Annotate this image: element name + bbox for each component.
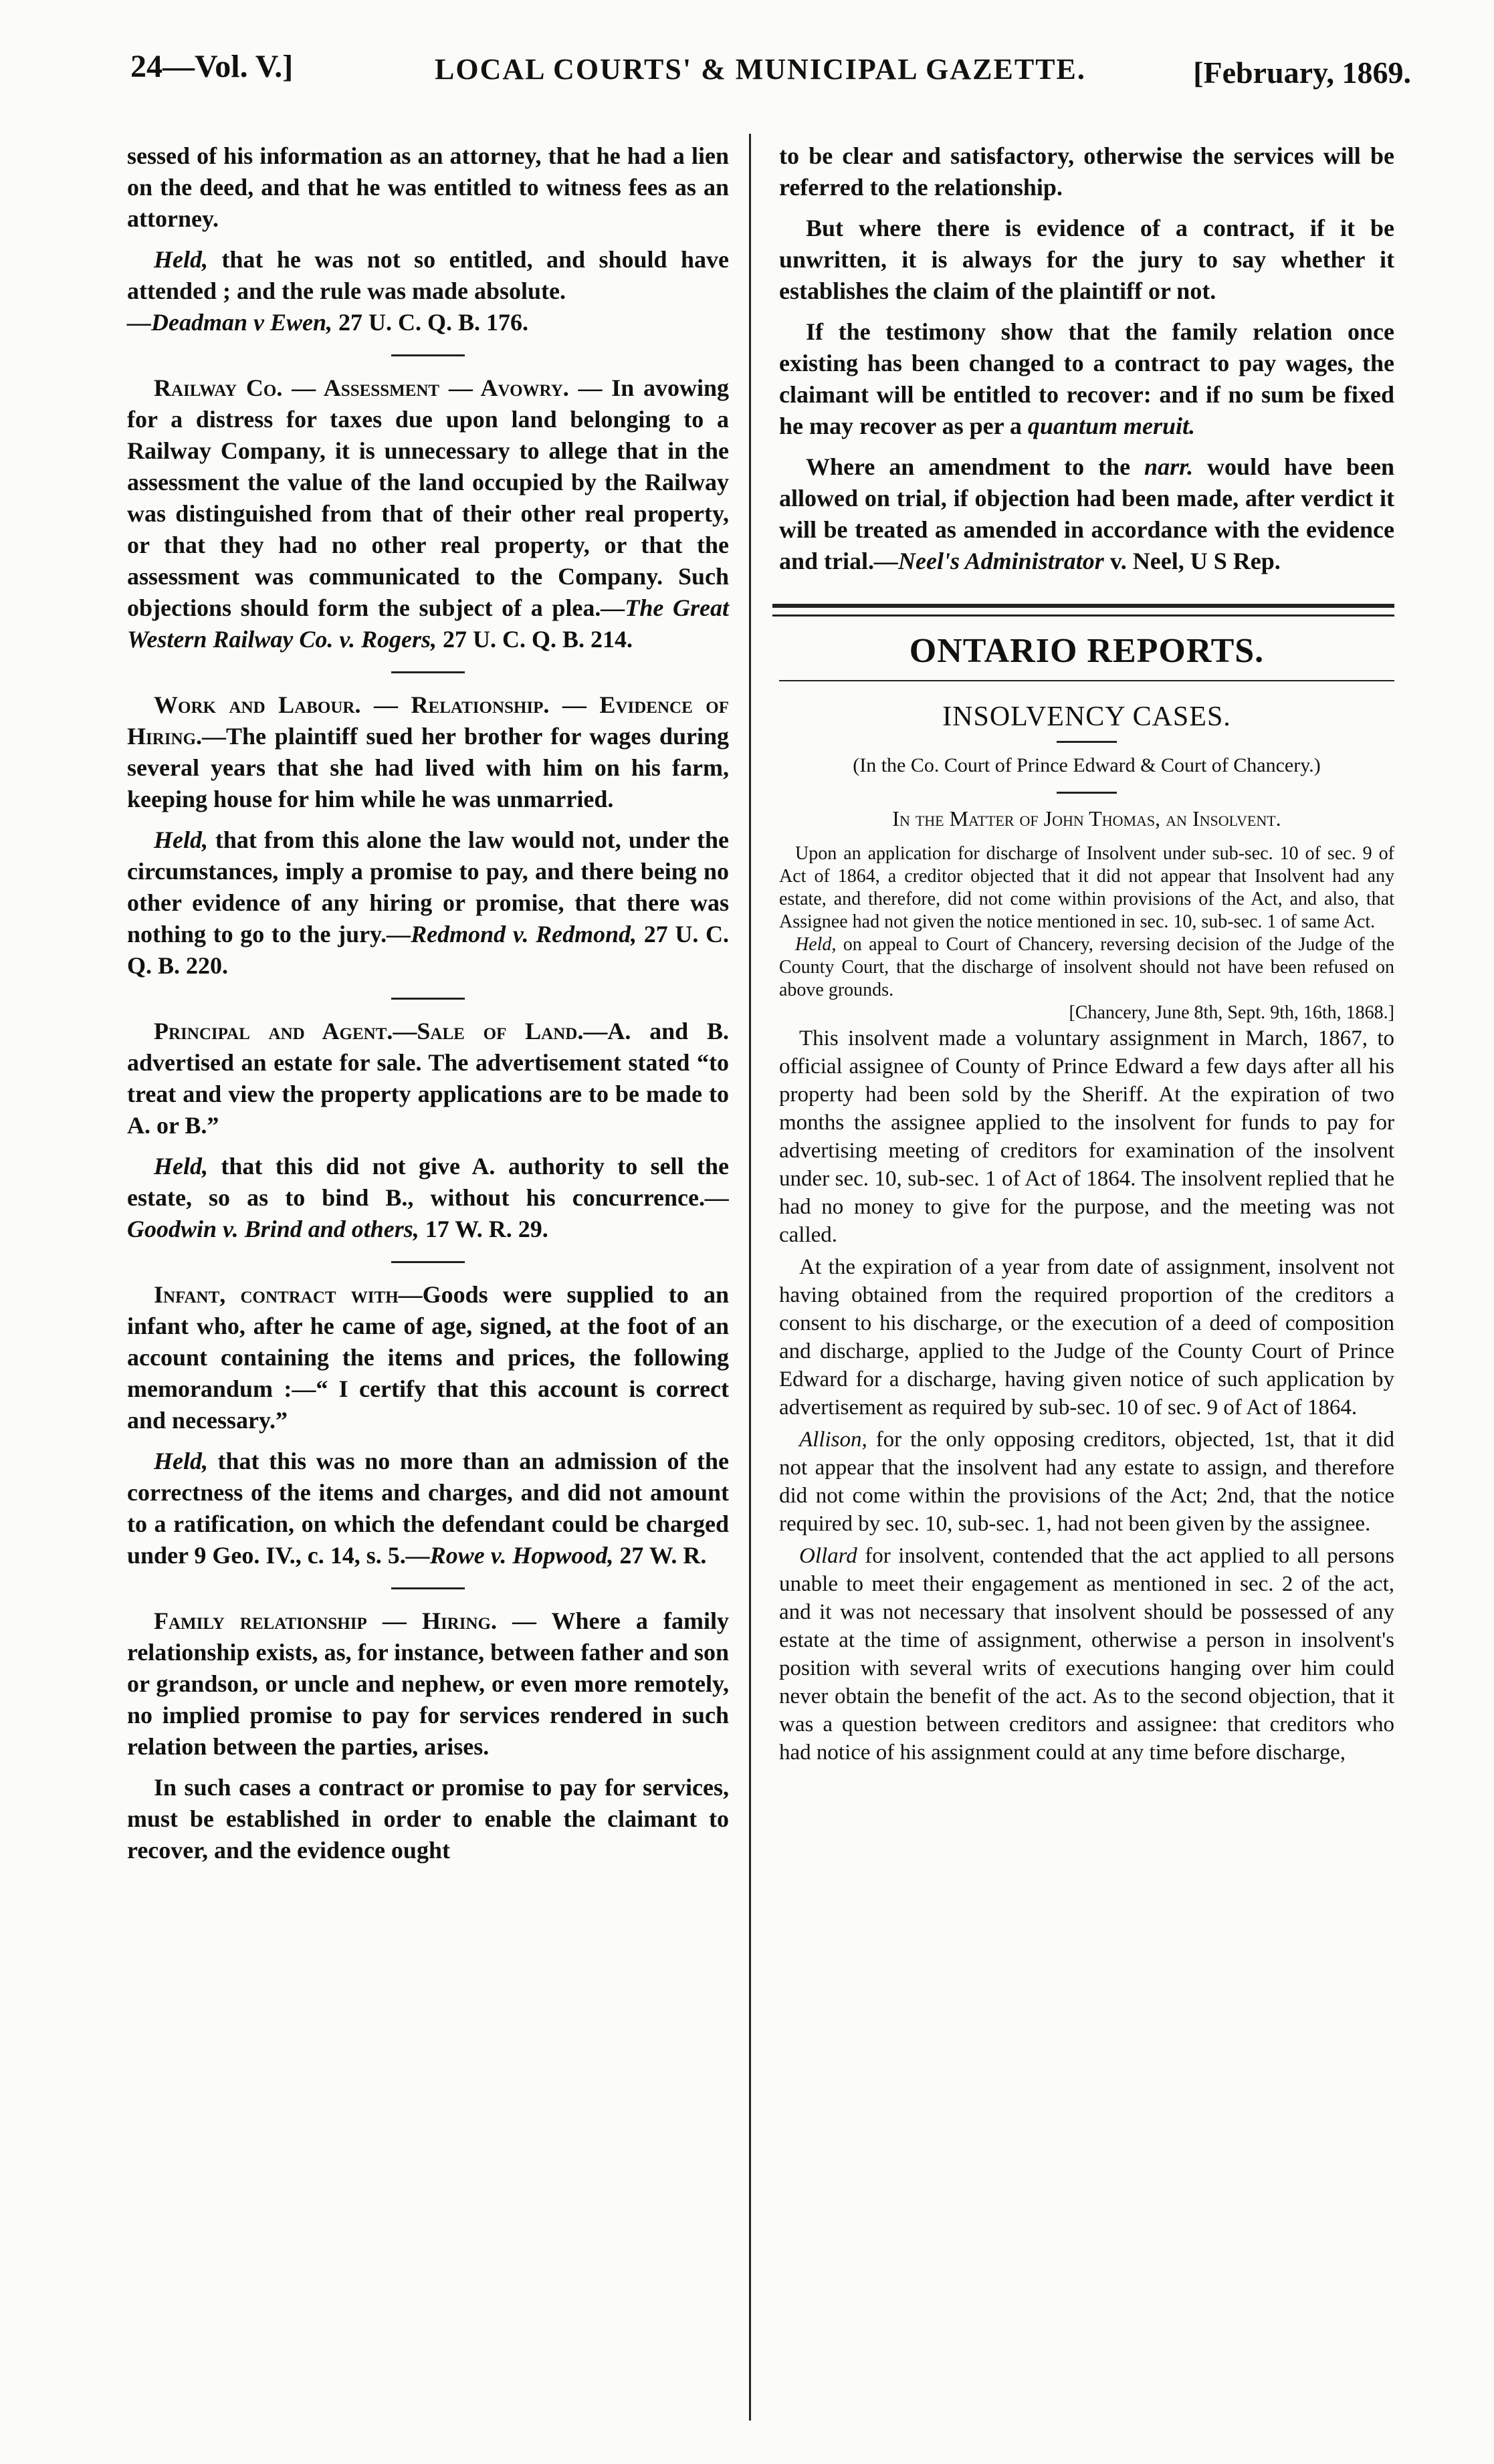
- paragraph: [127, 244, 729, 338]
- held-label: Held,: [154, 1448, 208, 1474]
- subsection-title: INSOLVENCY CASES.: [942, 701, 1231, 732]
- headnote-date: [Chancery, June 8th, Sept. 9th, 16th, 1868.]: [1069, 1002, 1394, 1023]
- italic-term: narr.: [1144, 453, 1194, 480]
- case-heading: Work and Labour. — Relationship. — Evidence of Hiring.: [127, 691, 729, 750]
- paragraph: [127, 1446, 729, 1571]
- held-label: Held,: [154, 246, 208, 273]
- paragraph: But where there is evidence of a contract, if it be unwritten, it is always for the jury to say whether it establishes the claim of the plaintiff or not.: [779, 215, 1394, 304]
- paragraph: [779, 316, 1394, 442]
- case-citation: —The Great Western Railway Co. v. Rogers,: [127, 594, 729, 653]
- citation-tail: 17 W. R. 29.: [419, 1216, 548, 1242]
- paragraph: [127, 372, 729, 655]
- citation-tail: v. Neel, U S Rep.: [1103, 548, 1281, 574]
- divider: [391, 354, 465, 356]
- case-citation: —Goodwin v. Brind and others,: [127, 1184, 729, 1242]
- paragraph: This insolvent made a voluntary assignment in March, 1867, to official assignee of County of Prince Edward a few days after all his property had been sold by the Sheriff. At the expiration of two months the assignee applied to the insolvent for funds to pay for advertising meeting of creditors for examination of the insolvent under sec. 10, sub-sec. 1 of Act of 1864. The insolvent replied that he had no money to give for the purpose, and the meeting was not called.: [779, 1026, 1394, 1247]
- page-header: [127, 40, 1411, 114]
- gazette-title: LOCAL COURTS' & MUNICIPAL GAZETTE.: [435, 53, 1086, 86]
- text: that this was no more than an admission of the correctness of the items and charges, and did not amount to a ratification, on which the defendant could be charged under 9 Geo. IV., c. 14, s. 5.: [127, 1448, 729, 1569]
- right-column: [779, 140, 1394, 1771]
- section-title: ONTARIO REPORTS.: [909, 632, 1265, 670]
- citation-tail: 27 U. C. Q. B. 220.: [127, 921, 729, 979]
- citation-tail: 27 U. C. Q. B. 176.: [332, 309, 529, 336]
- text: —Goods were supplied to an infant who, after he came of age, signed, at the foot of an account containing the items and prices, the following memorandum :—“ I certify that this account is correct and necessary.”: [127, 1281, 729, 1434]
- divider: [391, 1587, 465, 1589]
- case-heading: Infant, contract with: [154, 1281, 399, 1308]
- paragraph: [127, 1605, 729, 1763]
- counsel-name: Ollard: [799, 1544, 857, 1568]
- paragraph: [779, 451, 1394, 577]
- paragraph: sessed of his information as an attorney, that he had a lien on the deed, and that he was entitled to witness fees as an attorney.: [127, 142, 729, 232]
- headnote: [779, 843, 1394, 1024]
- text: that this did not give A. authority to sell the estate, so as to bind B., without his concurrence.: [127, 1153, 729, 1211]
- citation-tail: 27 U. C. Q. B. 214.: [437, 626, 633, 653]
- paragraph: [127, 1279, 729, 1436]
- paragraph: [127, 1151, 729, 1245]
- case-body: [779, 1024, 1394, 1767]
- text: for the only opposing creditors, objected, 1st, that it did not appear that the insolvent had any estate to assign, and therefore did not come within the provisions of the Act; 2nd, that the notice required by sec. 10, sub-sec. 1, had not been given by the assignee.: [779, 1428, 1394, 1536]
- text: In avowing for a distress for taxes due upon land belonging to a Railway Company, it is unnecessary to allege that in the assessment the value of the land occupied by the Railway was distinguished from that of their other real property, or that they had no other real property, or that the assessment was communicated to the Company. Such objections should form the subject of a plea.: [127, 374, 729, 621]
- paragraph: In such cases a contract or promise to pay for services, must be established in order to enable the claimant to recover, and the evidence ought: [127, 1774, 729, 1864]
- court-note: (In the Co. Court of Prince Edward & Court of Chancery.): [853, 754, 1321, 776]
- held-label: Held,: [154, 1153, 208, 1180]
- italic-term: quantum meruit.: [1027, 413, 1196, 439]
- text: —A. and B. advertised an estate for sale. The advertisement stated “to treat and view the property applications are to be made to A. or B.”: [127, 1018, 729, 1139]
- case-citation: —Redmond v. Redmond,: [387, 921, 637, 947]
- headnote-text: [779, 933, 1394, 1002]
- case-heading: Family relationship — Hiring. —: [154, 1607, 537, 1634]
- paragraph: [127, 824, 729, 982]
- headnote-text: Upon an application for discharge of Insolvent under sub-sec. 10 of sec. 9 of Act of 1864, a creditor objected that it did not appear that Insolvent had any estate, and therefore, did not come within provisions of the Act, and also, that Assignee had not given the notice mentioned in sec. 10, sub-sec. 1 of same Act.: [779, 843, 1394, 932]
- column-divider: [749, 134, 751, 2421]
- held-label: Held,: [154, 826, 208, 853]
- case-heading: Principal and Agent.—Sale of Land.: [154, 1018, 584, 1044]
- counsel-name: Allison,: [799, 1428, 867, 1452]
- divider: [779, 680, 1394, 681]
- case-citation: —Deadman v Ewen,: [127, 309, 333, 336]
- case-citation: —Neel's Administrator: [874, 548, 1104, 574]
- divider: [391, 671, 465, 673]
- paragraph: [779, 1426, 1394, 1538]
- section-double-rule: [772, 604, 1394, 617]
- text: that he was not so entitled, and should have attended ; and the rule was made absolute.: [127, 246, 729, 304]
- text: on appeal to Court of Chancery, reversing decision of the Judge of the County Court, that the discharge of insolvent should not have been refused on above grounds.: [779, 934, 1394, 1000]
- paragraph: [127, 689, 729, 815]
- text: If the testimony show that the family relation once existing has been changed to a contract to pay wages, the claimant will be entitled to recover: and if no sum be fixed he may recover as per a: [779, 318, 1394, 439]
- text: Where a family relationship exists, as, for instance, between father and son or grandson, or uncle and nephew, or even more remotely, no implied promise to pay for services rendered in such relation between the parties, arises.: [127, 1607, 729, 1760]
- divider: [1057, 741, 1117, 743]
- issue-date: [February, 1869.: [1193, 55, 1411, 90]
- text: for insolvent, contended that the act applied to all persons unable to meet their engagement as mentioned in sec. 2 of the act, and it was not necessary that insolvent should be possessed of any estate at the time of assignment, otherwise a person in insolvent's position with several writs of executions hanging over him could never obtain the benefit of the act. As to the second objection, that it was a question between creditors and assignee: that creditors who had notice of his assignment could at any time before discharge,: [779, 1544, 1394, 1765]
- divider: [391, 1261, 465, 1263]
- text: Where an amendment to the: [806, 453, 1145, 480]
- held-label: Held,: [795, 934, 837, 955]
- text: would have been allowed on trial, if objection had been made, after verdict it will be treated as amended in accordance with the evidence and trial.: [779, 453, 1394, 574]
- page-volume: 24—Vol. V.]: [130, 49, 294, 84]
- case-title: In the Matter of John Thomas, an Insolvent.: [892, 806, 1281, 830]
- case-heading: Railway Co. — Assessment — Avowry. —: [154, 374, 603, 401]
- divider: [1057, 792, 1117, 794]
- divider: [391, 998, 465, 1000]
- text: —The plaintiff sued her brother for wages during several years that she had lived with him on his farm, keeping house for him while he was unmarried.: [127, 723, 729, 812]
- paragraph: [779, 1542, 1394, 1767]
- citation-tail: 27 W. R.: [613, 1542, 707, 1569]
- paragraph: [127, 1016, 729, 1141]
- text: that from this alone the law would not, under the circumstances, imply a promise to pay, and there being no other evidence of any hiring or promise, that there was nothing to go to the jury.: [127, 826, 729, 947]
- case-citation: —Rowe v. Hopwood,: [405, 1542, 614, 1569]
- left-column: [127, 140, 729, 1876]
- paragraph: to be clear and satisfactory, otherwise the services will be referred to the relationship.: [779, 142, 1394, 201]
- paragraph: At the expiration of a year from date of assignment, insolvent not having obtained from the required proportion of the creditors a consent to his discharge, or the execution of a deed of composition and discharge, applied to the Judge of the County Court of Prince Edward for a discharge, having given notice of such application by advertisement as required by sub-sec. 10 of sec. 9 of Act of 1864.: [779, 1255, 1394, 1420]
